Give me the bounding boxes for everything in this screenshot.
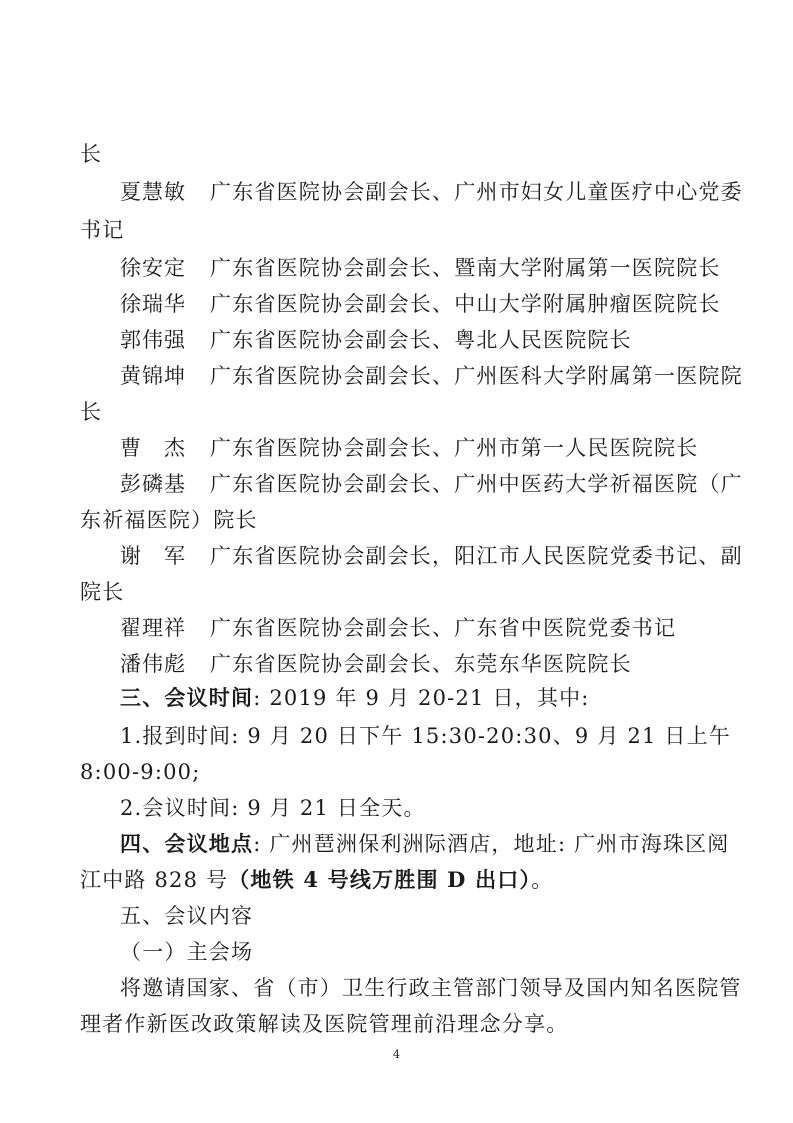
member-entry — [120, 254, 721, 282]
member-name: 彭磷基 — [120, 472, 186, 496]
member-name: 黄锦坤 — [120, 364, 186, 388]
member-name: 郭伟强 — [120, 328, 186, 352]
section-3-heading: 三、会议时间 — [120, 685, 254, 710]
subsection-1: （一）主会场 — [120, 940, 254, 964]
section-3 — [120, 684, 590, 712]
member-name: 翟理祥 — [120, 616, 186, 640]
member-entry — [120, 326, 632, 354]
page-number: 4 — [393, 1048, 400, 1061]
member-entry — [120, 362, 743, 390]
member-entry — [120, 434, 698, 462]
member-role: 广东省医院协会副会长、广州医科大学附属第一医院院 — [210, 364, 743, 388]
member-role: 广东省医院协会副会长、广州中医药大学祈福医院（广 — [210, 472, 743, 496]
member-entry — [120, 542, 743, 570]
section-4-heading: 四、会议地点 — [120, 831, 254, 856]
member-role: 广东省医院协会副会长、广州市妇女儿童医疗中心党委 — [210, 180, 743, 204]
section-3-text: : 2019 年 9 月 20-21 日，其中: — [253, 686, 590, 710]
section-4-line-2: 江中路 828 号（地铁 4 号线万胜围 D 出口）。 — [80, 867, 554, 892]
text-line: 长 — [80, 142, 103, 166]
item-1-line-1: 1.报到时间: 9 月 20 日下午 15:30-20:30、9 月 21 日上午 — [120, 724, 732, 748]
item-1-line-2: 8:00-9:00; — [80, 760, 201, 784]
member-role: 广东省医院协会副会长、粤北人民医院院长 — [210, 328, 632, 352]
member-name: 徐安定 — [120, 256, 186, 280]
member-role: 广东省医院协会副会长、广州市第一人民医院院长 — [210, 436, 699, 460]
item-2: 2.会议时间: 9 月 21 日全天。 — [120, 796, 426, 820]
member-entry — [120, 614, 676, 642]
member-name: 潘伟彪 — [120, 652, 186, 676]
member-name: 谢 军 — [120, 544, 186, 568]
paragraph-line-1: 将邀请国家、省（市）卫生行政主管部门领导及国内知名医院管 — [120, 976, 742, 1000]
text-line: 东祈福医院）院长 — [80, 508, 258, 532]
member-entry — [120, 470, 743, 498]
text-line: 长 — [80, 400, 103, 424]
member-name: 夏慧敏 — [120, 180, 186, 204]
text-line: 院长 — [80, 580, 125, 604]
section-4 — [120, 830, 730, 858]
member-role: 广东省医院协会副会长、东莞东华医院院长 — [210, 652, 632, 676]
member-entry — [120, 290, 721, 318]
section-5-heading: 五、会议内容 — [120, 904, 254, 928]
member-role: 广东省医院协会副会长、广东省中医院党委书记 — [210, 616, 677, 640]
member-role: 广东省医院协会副会长，阳江市人民医院党委书记、副 — [210, 544, 743, 568]
section-5 — [120, 902, 253, 930]
metro-exit-note: （地铁 4 号线万胜围 D 出口） — [228, 867, 532, 892]
section-4-text: : 广州琶洲保利洲际酒店，地址: 广州市海珠区阅 — [253, 832, 730, 856]
member-role: 广东省医院协会副会长、暨南大学附属第一医院院长 — [210, 256, 721, 280]
member-name: 徐瑞华 — [120, 292, 186, 316]
member-entry — [120, 178, 743, 206]
text-line: 书记 — [80, 218, 125, 242]
member-role: 广东省医院协会副会长、中山大学附属肿瘤医院院长 — [210, 292, 721, 316]
member-name: 曹 杰 — [120, 436, 186, 460]
paragraph-line-2: 理者作新医改政策解读及医院管理前沿理念分享。 — [80, 1012, 569, 1036]
member-entry — [120, 650, 632, 678]
